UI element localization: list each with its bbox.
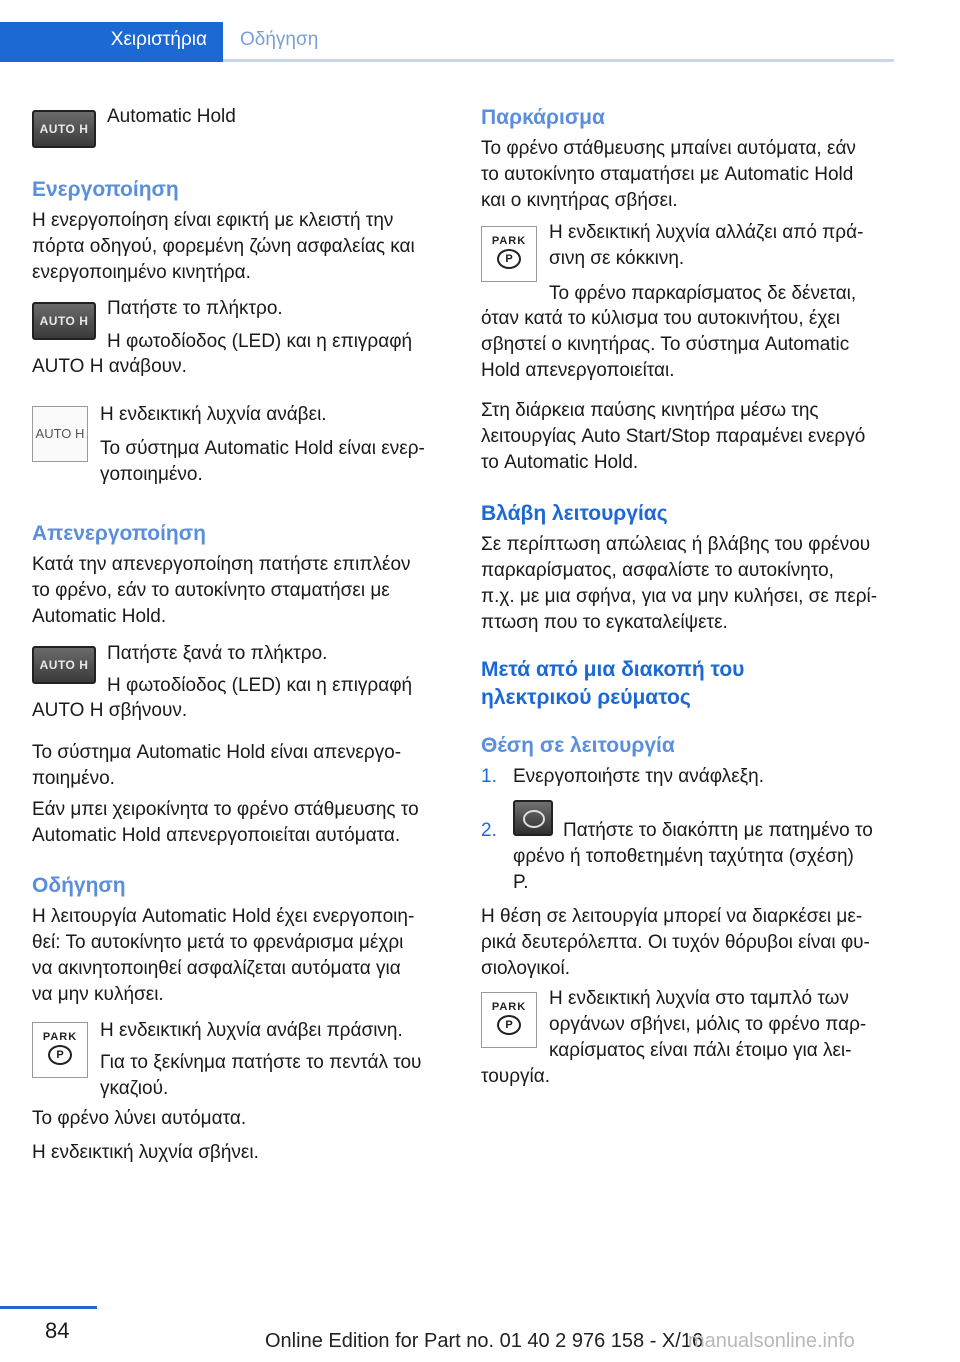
fault-heading-text: Βλάβη λειτουργίας bbox=[481, 502, 668, 525]
intro-text bbox=[107, 104, 236, 130]
park-label: PARK bbox=[491, 235, 527, 247]
park-ind-a: Η ενδεικτική λυχνία αλλάζει από πρά- bbox=[549, 222, 864, 243]
step2-number: 2. bbox=[481, 820, 497, 841]
drive-ind2b-text: γκαζιού. bbox=[100, 1078, 169, 1099]
drive-end2-text: Η ενδεικτική λυχνία σβήνει. bbox=[32, 1142, 259, 1163]
act-ind1 bbox=[100, 402, 327, 428]
park-p1-line: σβηστεί ο κινητήρας. Το σύστημα Automatic bbox=[481, 334, 850, 355]
drive-ind1-text: Η ενδεικτική λυχνία ανάβει πράσινη. bbox=[100, 1020, 403, 1041]
driving-line: θεί: Το αυτοκίνητο μετά το φρενάρισμα μέχρι bbox=[32, 932, 404, 953]
act-step2b bbox=[32, 354, 187, 380]
park-p1-first bbox=[549, 281, 856, 307]
tab-driving[interactable]: Οδήγηση bbox=[240, 29, 319, 50]
act-ind2 bbox=[100, 436, 425, 488]
park-label: PARK bbox=[42, 1031, 78, 1043]
drive-ind1 bbox=[100, 1018, 403, 1044]
deact-step2b bbox=[32, 698, 187, 724]
final-line: οργάνων σβήνει, μόλις το φρένο παρ- bbox=[549, 1014, 867, 1035]
auto-h-icon-label: AUTO H bbox=[39, 658, 89, 672]
deact-p2-line: Automatic Hold απενεργοποιείται αυτόματα. bbox=[32, 825, 401, 846]
auto-h-indicator-icon bbox=[32, 406, 88, 462]
deactivation-body bbox=[32, 552, 411, 630]
deactivation-heading bbox=[32, 520, 206, 548]
act-step2a-text: Η φωτοδίοδος (LED) και η επιγραφή bbox=[107, 331, 413, 352]
deact-step2a-text: Η φωτοδίοδος (LED) και η επιγραφή bbox=[107, 675, 413, 696]
step1-line: Ενεργοποιήστε την ανάφλεξη. bbox=[513, 766, 765, 787]
final-last bbox=[481, 1064, 550, 1090]
deact-step1-text: Πατήστε ξανά το πλήκτρο. bbox=[107, 643, 328, 664]
drive-end1-text: Το φρένο λύνει αυτόματα. bbox=[32, 1108, 247, 1129]
auto-h-icon-label: AUTO H bbox=[39, 122, 89, 136]
act-step1 bbox=[107, 296, 283, 322]
deact-paragraph-2 bbox=[32, 797, 419, 849]
parking-line: και ο κινητήρας σβήσει. bbox=[481, 190, 678, 211]
parking-heading-text: Παρκάρισμα bbox=[481, 106, 605, 129]
power-heading-line: ηλεκτρικού ρεύματος bbox=[481, 686, 691, 709]
parking-brake-switch-icon bbox=[513, 800, 553, 836]
header-tabs bbox=[0, 22, 894, 62]
park-p2-line: το Automatic Hold. bbox=[481, 452, 639, 473]
fault-body bbox=[481, 532, 877, 636]
parking-line: το αυτοκίνητο σταματήσει με Automatic Hold bbox=[481, 164, 854, 185]
park-p1a-text: Το φρένο παρκαρίσματος δε δένεται, bbox=[549, 283, 857, 304]
page-number-rule bbox=[0, 1306, 97, 1309]
driving-heading bbox=[32, 872, 126, 900]
park-circle-p: P bbox=[497, 249, 521, 269]
park-p2-line: Στη διάρκεια παύσης κινητήρα μέσω της bbox=[481, 400, 819, 421]
step2a-line: Πατήστε το διακόπτη με πατημένο το bbox=[563, 820, 873, 841]
watermark: manualsonline.info bbox=[688, 1330, 855, 1352]
fault-line: Σε περίπτωση απώλειας ή βλάβης του φρένου bbox=[481, 534, 871, 555]
park-ind-b: σινη σε κόκκινη. bbox=[549, 248, 685, 269]
driving-line: να μην κυλήσει. bbox=[32, 984, 164, 1005]
fault-heading bbox=[481, 500, 668, 528]
deactivation-line: Automatic Hold. bbox=[32, 606, 167, 627]
setup-line: Η θέση σε λειτουργία μπορεί να διαρκέσει με- bbox=[481, 906, 863, 927]
activation-body bbox=[32, 208, 415, 286]
park-circle-p: P bbox=[497, 1015, 521, 1035]
setup-heading bbox=[481, 732, 675, 760]
driving-heading-text: Οδήγηση bbox=[32, 874, 126, 897]
power-heading-line: Μετά από μια διακοπή του bbox=[481, 658, 745, 681]
park-p1-line: Hold απενεργοποιείται. bbox=[481, 360, 675, 381]
setup-line: ρικά δευτερόλεπτα. Οι τυχόν θόρυβοι είναι φυ- bbox=[481, 932, 870, 953]
park-p2-line: λειτουργίας Auto Start/Stop παραμένει ενεργό bbox=[481, 426, 866, 447]
setup-heading-text: Θέση σε λειτουργία bbox=[481, 734, 675, 757]
final-line: Η ενδεικτική λυχνία στο ταμπλό των bbox=[549, 988, 849, 1009]
deact-paragraph-1 bbox=[32, 740, 401, 792]
activation-line: ενεργοποιημένο κινητήρα. bbox=[32, 262, 251, 283]
park-paragraph-2 bbox=[481, 398, 865, 476]
park-circle-p: P bbox=[48, 1045, 72, 1065]
tab-divider-line bbox=[223, 59, 894, 62]
parking-body bbox=[481, 136, 856, 214]
deact-p1-line: Το σύστημα Automatic Hold είναι απενεργο- bbox=[32, 742, 402, 763]
park-indicator-icon bbox=[481, 992, 537, 1048]
driving-line: να ακινητοποιηθεί ασφαλίζεται αυτόματα για bbox=[32, 958, 401, 979]
final-line: καρίσματος είναι πάλι έτοιμο για λει- bbox=[549, 1040, 852, 1061]
power-heading bbox=[481, 656, 744, 712]
auto-h-button-icon bbox=[32, 110, 96, 148]
deactivation-line: το φρένο, εάν το αυτοκίνητο σταματήσει με bbox=[32, 580, 390, 601]
deact-step1 bbox=[107, 641, 327, 667]
driving-body bbox=[32, 904, 414, 1008]
fault-line: πτωση που το εγκαταλείψετε. bbox=[481, 612, 728, 633]
act-ind1-text: Η ενδεικτική λυχνία ανάβει. bbox=[100, 404, 327, 425]
fault-line: π.χ. με μια σφήνα, για να μην κυλήσει, σε περί- bbox=[481, 586, 878, 607]
auto-h-button-icon bbox=[32, 646, 96, 684]
intro-line: Automatic Hold bbox=[107, 106, 236, 127]
deact-p2-line: Εάν μπει χειροκίνητα το φρένο στάθμευσης το bbox=[32, 799, 419, 820]
act-step1-text: Πατήστε το πλήκτρο. bbox=[107, 298, 283, 319]
act-ind2b-text: γοποιημένο. bbox=[100, 464, 203, 485]
step2-rest bbox=[513, 844, 854, 896]
deact-step2a bbox=[107, 673, 412, 699]
auto-h-icon-label: AUTO H bbox=[39, 314, 89, 328]
final-last-line: τουργία. bbox=[481, 1066, 550, 1087]
auto-h-indicator-label: AUTO H bbox=[35, 426, 85, 441]
auto-h-button-icon bbox=[32, 302, 96, 340]
setup-line: σιολογικοί. bbox=[481, 958, 570, 979]
park-indicator-icon bbox=[481, 226, 537, 282]
tab-controls[interactable]: Χειριστήρια bbox=[0, 22, 223, 62]
park-indicator-icon bbox=[32, 1022, 88, 1078]
park-indicator-text bbox=[549, 220, 863, 272]
step1-text bbox=[513, 764, 764, 790]
drive-end bbox=[32, 1106, 259, 1166]
parking-line: Το φρένο στάθμευσης μπαίνει αυτόματα, εάν bbox=[481, 138, 856, 159]
park-p1-line: όταν κατά το κύλισμα του αυτοκινήτου, έχει bbox=[481, 308, 841, 329]
switch-circle bbox=[523, 810, 545, 828]
page-number: 84 bbox=[45, 1318, 70, 1343]
step2b-line: φρένο ή τοποθετημένη ταχύτητα (σχέση) bbox=[513, 846, 854, 867]
deact-p1-line: ποιημένο. bbox=[32, 768, 115, 789]
act-ind2a-text: Το σύστημα Automatic Hold είναι ενερ- bbox=[100, 438, 425, 459]
activation-line: πόρτα οδηγού, φορεμένη ζώνη ασφαλείας και bbox=[32, 236, 415, 257]
drive-ind2 bbox=[100, 1050, 421, 1102]
park-label: PARK bbox=[491, 1001, 527, 1013]
act-step2b-text: AUTO H ανάβουν. bbox=[32, 356, 187, 377]
park-p1-rest bbox=[481, 306, 849, 384]
step2-first-line bbox=[563, 818, 873, 844]
step2c-line: P. bbox=[513, 872, 529, 893]
activation-line: Η ενεργοποίηση είναι εφικτή με κλειστή την bbox=[32, 210, 394, 231]
edition-footer: Online Edition for Part no. 01 40 2 976 158 - X/16 bbox=[265, 1330, 704, 1352]
driving-line: Η λειτουργία Automatic Hold έχει ενεργοποιη- bbox=[32, 906, 415, 927]
fault-line: παρκαρίσματος, ασφαλίστε το αυτοκίνητο, bbox=[481, 560, 834, 581]
final-text bbox=[549, 986, 866, 1064]
activation-heading-text: Ενεργοποίηση bbox=[32, 178, 179, 201]
setup-body bbox=[481, 904, 870, 982]
deact-step2b-text: AUTO H σβήνουν. bbox=[32, 700, 188, 721]
step1-number: 1. bbox=[481, 766, 497, 787]
drive-ind2a-text: Για το ξεκίνημα πατήστε το πεντάλ του bbox=[100, 1052, 422, 1073]
activation-heading bbox=[32, 176, 179, 204]
act-step2a bbox=[107, 329, 412, 355]
deactivation-line: Κατά την απενεργοποίηση πατήστε επιπλέον bbox=[32, 554, 411, 575]
deactivation-heading-text: Απενεργοποίηση bbox=[32, 522, 206, 545]
parking-heading bbox=[481, 104, 605, 132]
